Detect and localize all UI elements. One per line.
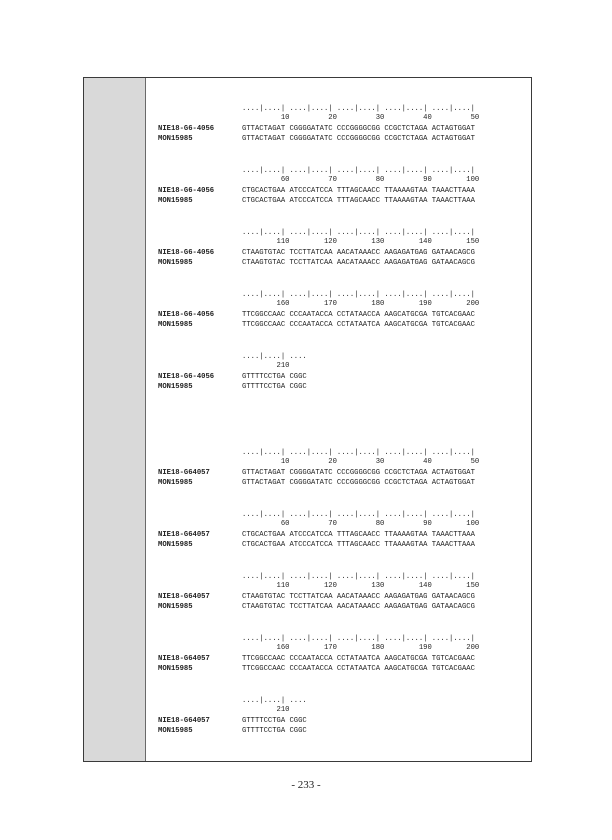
- sequence-alignment-area: [158, 78, 531, 761]
- query-sequence: TTCGGCCAAC CCCAATACCA CCTATAACCA AAGCATGCGA TGTCACGAAC: [242, 311, 475, 319]
- page-number: - 233 -: [291, 779, 321, 791]
- query-name: NIE18-G64057: [158, 655, 210, 663]
- position-numbers: 60 70 80 90 100: [242, 520, 480, 528]
- query-name: NIE18-G64057: [158, 593, 210, 601]
- query-sequence: GTTTTCCTGA CGGC: [242, 717, 307, 725]
- reference-sequence: TTCGGCCAAC CCCAATACCA CCTATAATCA AAGCATGCGA TGTCACGAAC: [242, 321, 475, 329]
- reference-sequence: CTAAGTGTAC TCCTTATCAA AACATAAACC AAGAGATGAG GATAACAGCG: [242, 603, 475, 611]
- reference-sequence: GTTTTCCTGA CGGC: [242, 727, 307, 735]
- ruler-line: ....|....| ....|....| ....|....| ....|....| ....|....|: [242, 291, 475, 299]
- ruler-line: ....|....| ....|....| ....|....| ....|....| ....|....|: [242, 635, 475, 643]
- position-numbers: 110 120 130 140 150: [242, 582, 480, 590]
- reference-name: MON15985: [158, 479, 193, 487]
- query-sequence: CTGCACTGAA ATCCCATCCA TTTAGCAACC TTAAAAGTAA TAAACTTAAA: [242, 187, 475, 195]
- ruler-line: ....|....| ....|....| ....|....| ....|....| ....|....|: [242, 449, 475, 457]
- position-numbers: 160 170 180 190 200: [242, 300, 480, 308]
- query-sequence: GTTTTCCTGA CGGC: [242, 373, 307, 381]
- query-sequence: CTAAGTGTAC TCCTTATCAA AACATAAACC AAGAGATGAG GATAACAGCG: [242, 593, 475, 601]
- ruler-line: ....|....| ....: [242, 353, 307, 361]
- reference-sequence: GTTACTAGAT CGGGGATATC CCCGGGGCGG CCGCTCTAGA ACTAGTGGAT: [242, 135, 475, 143]
- ruler-line: ....|....| ....: [242, 697, 307, 705]
- reference-name: MON15985: [158, 383, 193, 391]
- ruler-line: ....|....| ....|....| ....|....| ....|....| ....|....|: [242, 105, 475, 113]
- reference-name: MON15985: [158, 603, 193, 611]
- query-name: NIE18-G64057: [158, 531, 210, 539]
- reference-name: MON15985: [158, 665, 193, 673]
- reference-sequence: GTTACTAGAT CGGGGATATC CCCGGGGCGG CCGCTCTAGA ACTAGTGGAT: [242, 479, 475, 487]
- query-name: NIE18-G64057: [158, 717, 210, 725]
- query-name: NIE18-G6-4056: [158, 311, 215, 319]
- reference-name: MON15985: [158, 197, 193, 205]
- ruler-line: ....|....| ....|....| ....|....| ....|....| ....|....|: [242, 511, 475, 519]
- reference-name: MON15985: [158, 727, 193, 735]
- query-name: NIE18-G6-4056: [158, 249, 215, 257]
- query-sequence: CTAAGTGTAC TCCTTATCAA AACATAAACC AAGAGATGAG GATAACAGCG: [242, 249, 475, 257]
- reference-sequence: CTGCACTGAA ATCCCATCCA TTTAGCAACC TTAAAAGTAA TAAACTTAAA: [242, 197, 475, 205]
- query-name: NIE18-G6-4056: [158, 373, 215, 381]
- query-name: NIE18-G6-4056: [158, 125, 215, 133]
- position-numbers: 210: [242, 362, 290, 370]
- alignment-table: [83, 77, 532, 762]
- position-numbers: 160 170 180 190 200: [242, 644, 480, 652]
- position-numbers: 110 120 130 140 150: [242, 238, 480, 246]
- query-name: NIE18-G64057: [158, 469, 210, 477]
- reference-sequence: CTAAGTGTAC TCCTTATCAA AACATAAACC AAGAGATGAG GATAACAGCG: [242, 259, 475, 267]
- ruler-line: ....|....| ....|....| ....|....| ....|....| ....|....|: [242, 573, 475, 581]
- query-sequence: GTTACTAGAT CGGGGATATC CCCGGGGCGG CCGCTCTAGA ACTAGTGGAT: [242, 125, 475, 133]
- reference-name: MON15985: [158, 135, 193, 143]
- ruler-line: ....|....| ....|....| ....|....| ....|....| ....|....|: [242, 167, 475, 175]
- reference-sequence: CTGCACTGAA ATCCCATCCA TTTAGCAACC TTAAAAGTAA TAAACTTAAA: [242, 541, 475, 549]
- query-sequence: TTCGGCCAAC CCCAATACCA CCTATAATCA AAGCATGCGA TGTCACGAAC: [242, 655, 475, 663]
- position-numbers: 210: [242, 706, 290, 714]
- left-shaded-column: [84, 78, 146, 761]
- reference-sequence: TTCGGCCAAC CCCAATACCA CCTATAATCA AAGCATGCGA TGTCACGAAC: [242, 665, 475, 673]
- query-name: NIE18-G6-4056: [158, 187, 215, 195]
- query-sequence: CTGCACTGAA ATCCCATCCA TTTAGCAACC TTAAAAGTAA TAAACTTAAA: [242, 531, 475, 539]
- reference-name: MON15985: [158, 321, 193, 329]
- query-sequence: GTTACTAGAT CGGGGATATC CCCGGGGCGG CCGCTCTAGA ACTAGTGGAT: [242, 469, 475, 477]
- position-numbers: 10 20 30 40 50: [242, 458, 480, 466]
- position-numbers: 10 20 30 40 50: [242, 114, 480, 122]
- ruler-line: ....|....| ....|....| ....|....| ....|....| ....|....|: [242, 229, 475, 237]
- reference-name: MON15985: [158, 541, 193, 549]
- position-numbers: 60 70 80 90 100: [242, 176, 480, 184]
- reference-sequence: GTTTTCCTGA CGGC: [242, 383, 307, 391]
- reference-name: MON15985: [158, 259, 193, 267]
